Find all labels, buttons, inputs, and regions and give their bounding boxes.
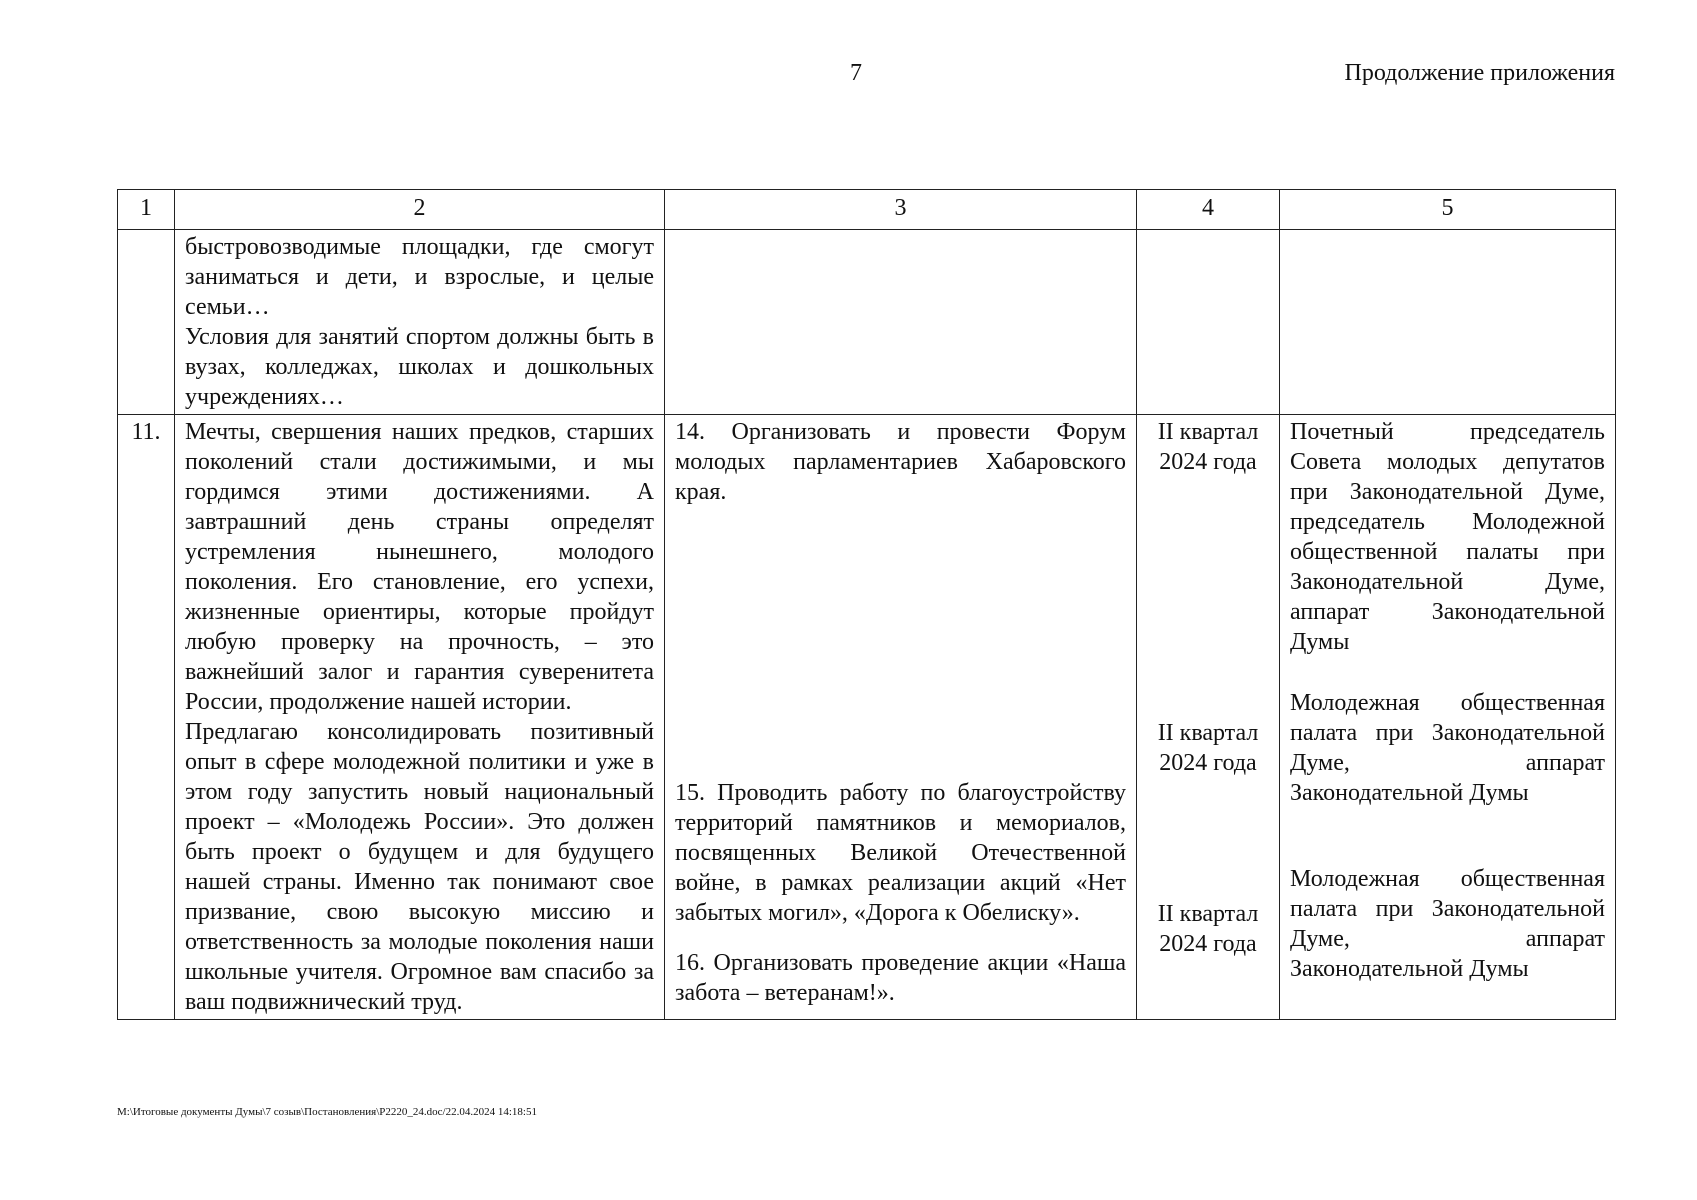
table-header-row <box>118 190 1616 230</box>
measures-cell <box>665 415 1137 1020</box>
message-paragraph: Мечты, свершения наших предков, старших поколений стали достижимыми, и мы гордимся этими достижениями. А завтрашний день страны определят устремления нынешнего, молодого поколения. Его становление, его успехи, жизненные ориентиры, которые пройдут любую проверку на прочность, – это важнейший залог и гарантия суверенитета России, продолжение нашей истории. <box>185 419 654 715</box>
page-number: 7 <box>850 60 862 86</box>
responsible-cell <box>1280 230 1616 415</box>
document-path-footer: M:\Итоговые документы Думы\7 созыв\Постановления\P2220_24.doc/22.04.2024 14:18:51 <box>117 1106 537 1118</box>
responsible-item: Молодежная общественная палата при Законодательной Думе, аппарат Законодательной Думы <box>1290 866 1605 982</box>
deadline-item: II квартал 2024 года <box>1157 419 1259 475</box>
measure-item: 16. Организовать проведение акции «Наша забота – ветеранам!». <box>675 950 1126 1006</box>
column-header-5: 5 <box>1280 190 1616 230</box>
responsible-item: Почетный председатель Совета молодых депутатов при Законодательной Думе, председатель Молодежной общественной палаты при Законодательной Думе, аппарат Законодательной Думы <box>1290 419 1605 655</box>
row-number <box>118 230 175 415</box>
column-header-4: 4 <box>1137 190 1280 230</box>
responsible-item: Молодежная общественная палата при Законодательной Думе, аппарат Законодательной Думы <box>1290 690 1605 806</box>
table-row <box>118 415 1616 1020</box>
column-header-3: 3 <box>665 190 1137 230</box>
measures-cell <box>665 230 1137 415</box>
measure-item: 14. Организовать и провести Форум молодых парламентариев Хабаровского края. <box>675 419 1126 505</box>
row-number: 11. <box>118 415 175 1020</box>
continuation-label: Продолжение приложения <box>1344 60 1615 86</box>
deadline-item: II квартал 2024 года <box>1157 720 1259 776</box>
column-header-2: 2 <box>175 190 665 230</box>
message-paragraph: Предлагаю консолидировать позитивный опыт в сфере молодежной политики и уже в этом году запустить новый национальный проект – «Молодежь России». Это должен быть проект о будущем и для будущего нашей страны. Именно так понимают свое призвание, свою высокую миссию и ответственность за молодые поколения наши школьные учителя. Огромное вам спасибо за ваш подвижнический труд. <box>185 719 654 1015</box>
message-text-cell <box>175 230 665 415</box>
deadline-item: II квартал 2024 года <box>1157 901 1259 957</box>
deadline-cell <box>1137 230 1280 415</box>
measure-item: 15. Проводить работу по благоустройству территорий памятников и мемориалов, посвященных Великой Отечественной войне, в рамках реализации акций «Нет забытых могил», «Дорога к Обелиску». <box>675 780 1126 926</box>
deadline-cell <box>1137 415 1280 1020</box>
message-paragraph: Условия для занятий спортом должны быть в вузах, колледжах, школах и дошкольных учреждениях… <box>185 324 654 410</box>
table-row <box>118 230 1616 415</box>
message-paragraph: быстровозводимые площадки, где смогут заниматься и дети, и взрослые, и целые семьи… <box>185 234 654 320</box>
appendix-table <box>117 189 1616 1020</box>
responsible-cell <box>1280 415 1616 1020</box>
column-header-1: 1 <box>118 190 175 230</box>
message-text-cell <box>175 415 665 1020</box>
